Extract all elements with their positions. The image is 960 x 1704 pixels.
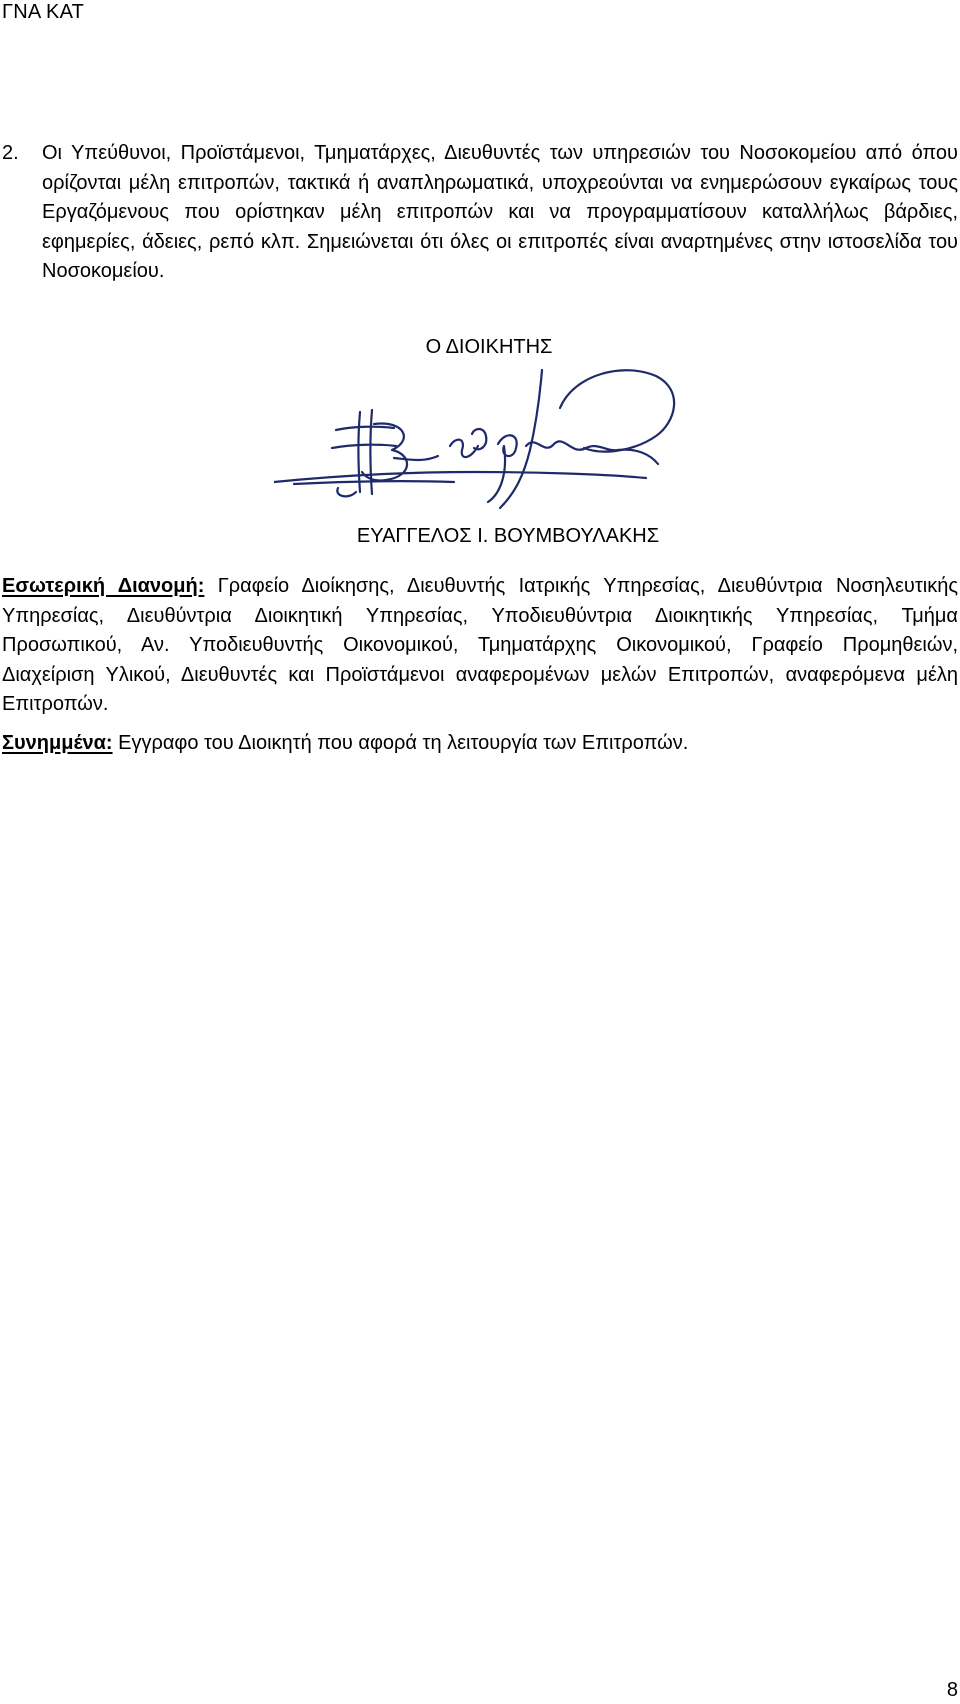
header-mark: ΓΝΑ ΚΑΤ [2,1,85,23]
attachments [2,729,958,759]
internal-distribution [2,572,958,720]
item-number: 2. [2,142,19,164]
distribution-label: Εσωτερική Διανομή: [2,575,205,597]
item-text: Οι Υπεύθυνοι, Προϊστάμενοι, Τμηματάρχες, Διευθυντές των υπηρεσιών του Νοσοκομείου από όπου ορίζονται μέλη επιτροπών, τακτικά ή αναπληρωματικά, υποχρεούνται να ενημερώσουν εγκαίρως τους Εργαζόμενους που ορίστηκαν μέλη επιτροπών και να προγραμματίσουν καταλλήλως βάρδιες, εφημερίες, άδειες, ρεπό κλπ. Σημειώνεται ότι όλες οι επιτροπές είναι αναρτημένες στην ιστοσελίδα του Νοσοκομείου. [42,142,958,282]
signer-title: Ο ΔΙΟΙΚΗΤΗΣ [425,336,553,358]
distribution-text: Γραφείο Διοίκησης, Διευθυντής Ιατρικής Υπηρεσίας, Διευθύντρια Νοσηλευτικής Υπηρεσίας, Διευθύντρια Διοικητική Υπηρεσίας, Υποδιευθύντρια Διοικητικής Υπηρεσίας, Τμήμα Προσωπικού, Αν. Υποδιευθυντής Οικονομικού, Τμηματάρχης Οικονομικού, Γραφείο Προμηθειών, Διαχείριση Υλικού, Διευθυντές και Προϊστάμενοι αναφερομένων μελών Επιτροπών, αναφερόμενα μέλη Επιτροπών. [2,575,958,715]
attachments-label: Συνημμένα: [2,732,113,754]
numbered-item [0,139,958,287]
attachments-text: Εγγραφο του Διοικητή που αφορά τη λειτουργία των Επιτροπών. [118,732,689,754]
signer-name: ΕΥΑΓΓΕΛΟΣ Ι. ΒΟΥΜΒΟΥΛΑΚΗΣ [356,525,660,547]
page-number: 8 [946,1679,958,1701]
handwritten-signature [274,364,684,516]
